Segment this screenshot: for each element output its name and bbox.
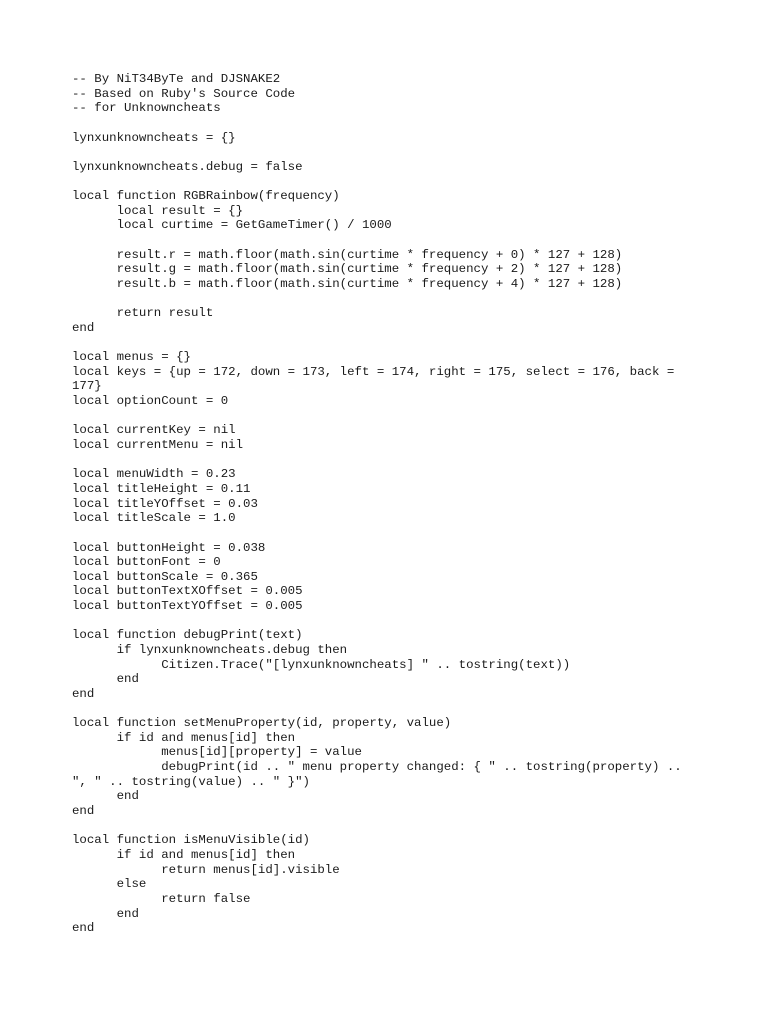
code-line: else — [72, 877, 147, 892]
code-line: local titleYOffset = 0.03 — [72, 496, 258, 511]
code-line: end — [72, 921, 95, 936]
code-line: lynxunknowncheats.debug = false — [72, 159, 303, 174]
blank-line — [72, 233, 712, 248]
code-line: return result — [72, 306, 214, 321]
blank-line — [72, 116, 712, 131]
code-line: local optionCount = 0 — [72, 394, 229, 409]
code-line: if id and menus[id] then — [72, 847, 296, 862]
code-line: local titleHeight = 0.11 — [72, 481, 251, 496]
code-line: end — [72, 789, 139, 804]
code-line: local buttonTextXOffset = 0.005 — [72, 584, 303, 599]
code-line: end — [72, 320, 95, 335]
code-listing — [72, 72, 712, 936]
code-line: local function debugPrint(text) — [72, 628, 303, 643]
code-line: result.g = math.floor(math.sin(curtime * frequency + 2) * 127 + 128) — [72, 262, 623, 277]
code-line: 177} — [72, 379, 102, 394]
blank-line — [72, 409, 712, 424]
code-line: local result = {} — [72, 203, 244, 218]
code-line: local function isMenuVisible(id) — [72, 833, 310, 848]
code-line: local curtime = GetGameTimer() / 1000 — [72, 218, 392, 233]
code-line: -- By NiT34ByTe and DJSNAKE2 — [72, 72, 281, 86]
code-line: end — [72, 804, 95, 819]
code-line: local menus = {} — [72, 350, 191, 365]
code-line: return menus[id].visible — [72, 862, 340, 877]
blank-line — [72, 174, 712, 189]
code-line: Citizen.Trace("[lynxunknowncheats] " .. tostring(text)) — [72, 657, 571, 672]
code-line: if lynxunknowncheats.debug then — [72, 642, 348, 657]
code-line: local function RGBRainbow(frequency) — [72, 189, 340, 204]
code-line: local buttonScale = 0.365 — [72, 569, 258, 584]
code-line: debugPrint(id .. " menu property changed: { " .. tostring(property) .. — [72, 760, 682, 775]
blank-line — [72, 702, 712, 717]
code-line: end — [72, 906, 139, 921]
code-line: local keys = {up = 172, down = 173, left = 174, right = 175, select = 176, back = — [72, 364, 675, 379]
blank-line — [72, 453, 712, 468]
code-line: local function setMenuProperty(id, property, value) — [72, 716, 452, 731]
code-line: menus[id][property] = value — [72, 745, 362, 760]
blank-line — [72, 526, 712, 541]
code-line: local titleScale = 1.0 — [72, 511, 236, 526]
code-line: return false — [72, 891, 251, 906]
code-line: ", " .. tostring(value) .. " }") — [72, 774, 310, 789]
blank-line — [72, 145, 712, 160]
code-line: local buttonFont = 0 — [72, 555, 221, 570]
code-line: local currentKey = nil — [72, 423, 236, 438]
blank-line — [72, 819, 712, 834]
code-line: end — [72, 672, 139, 687]
blank-line — [72, 336, 712, 351]
code-line: local menuWidth = 0.23 — [72, 467, 236, 482]
code-line: result.r = math.floor(math.sin(curtime * frequency + 0) * 127 + 128) — [72, 247, 623, 262]
code-line: local currentMenu = nil — [72, 438, 244, 453]
code-line: local buttonHeight = 0.038 — [72, 540, 266, 555]
code-line: if id and menus[id] then — [72, 730, 296, 745]
blank-line — [72, 292, 712, 307]
code-line: local buttonTextYOffset = 0.005 — [72, 599, 303, 614]
code-line: -- for Unknowncheats — [72, 101, 221, 116]
code-line: -- Based on Ruby's Source Code — [72, 86, 296, 101]
code-line: lynxunknowncheats = {} — [72, 130, 236, 145]
blank-line — [72, 614, 712, 629]
code-line: result.b = math.floor(math.sin(curtime * frequency + 4) * 127 + 128) — [72, 276, 623, 291]
code-line: end — [72, 686, 95, 701]
